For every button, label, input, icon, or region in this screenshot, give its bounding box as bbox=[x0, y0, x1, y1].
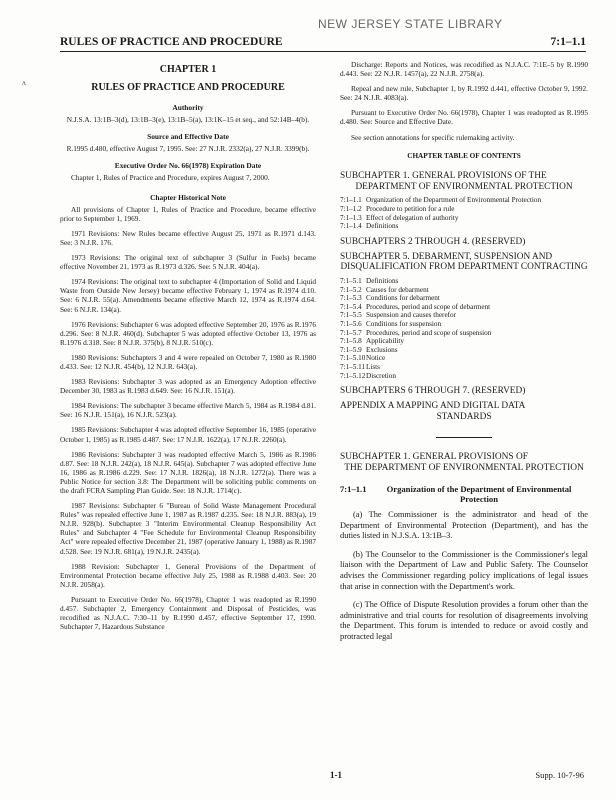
section-paragraph: (c) The Office of Dispute Resolution provides a forum other than the administrative and trial courts for resolution of disagreements involving the Department. This forum is intended to reduce or avoid costly and protracted legal bbox=[340, 600, 588, 641]
history-para: 1984 Revisions: The subchapter 3 became effective March 5, 1984 as R.1984 d.81. See: 16 N.J.R. 151(a), 16 N.J.R. 523(a). bbox=[60, 401, 316, 420]
toc-entry-number: 7:1–5.6 bbox=[340, 320, 362, 329]
toc-entry-title: Organization of the Department of Environmental Protection bbox=[366, 196, 542, 205]
history-para: 1986 Revisions: Subchapter 3 was readopted effective March 5, 1986 as R.1986 d.87. See: 18 N.J.R. 242(a), 18 N.J.R. 645(a). Subchapter 7 was adopted effective June 16, 1986 as R.1986 d.229. See: 17 N.J.R. 1826(a), 18 N.J.R. 1272(a). There was a Public Notice for section 3.8: The Department will be soliciting public comments on the draft FCRA Sampling Plan Guide. See: 18 N.J.R. 1714(c). bbox=[60, 449, 316, 495]
toc-entry-number: 7:1–5.12 bbox=[340, 371, 366, 380]
toc-subchapter-line: SUBCHAPTER 1. GENERAL PROVISIONS OF THE bbox=[340, 170, 547, 181]
history-para: 1987 Revisions: Subchapter 6 "Bureau of Solid Waste Management Procedural Rules" was repealed effective June 1, 1987 as R.1987 d.235. See: 18 N.J.R. 883(a), 19 N.J.R. 928(b). Subchapter 3 "Interim Environmental Cleanup Responsibility Act Rules" and Subchapter 4 "Fee Schedule for Environmental Cleanup Responsibility Act" were repealed effective December 21, 1987 (operative January 1, 1988) as R.1987 d.528. See: 19 N.J.R. 681(a), 19 N.J.R. 2435(a). bbox=[60, 501, 316, 556]
toc-entry-number: 7:1–5.3 bbox=[340, 294, 362, 303]
toc-entry[interactable] bbox=[340, 277, 588, 286]
toc-entry-title: Definitions bbox=[366, 277, 399, 286]
toc-entry[interactable] bbox=[340, 214, 588, 223]
toc-entry[interactable] bbox=[340, 363, 588, 372]
toc-entry-number: 7:1–5.9 bbox=[340, 345, 362, 354]
history-cont-para: See section annotations for specific rulemaking activity. bbox=[351, 132, 515, 142]
toc-entry-number: 7:1–5.10 bbox=[340, 354, 366, 363]
toc-group bbox=[340, 277, 588, 380]
running-head bbox=[60, 36, 586, 52]
section-number: 7:1–1.1 bbox=[340, 483, 367, 494]
toc-entry-number: 7:1–1.2 bbox=[340, 204, 362, 213]
eo-text: Chapter 1, Rules of Practice and Procedure, expires August 7, 2000. bbox=[71, 173, 270, 183]
history-para: 1971 Revisions: New Rules became effective August 25, 1971 as R.1971 d.143. See: 3 N.J.R. 176. bbox=[60, 228, 316, 247]
toc-subchapter-heading[interactable]: SUBCHAPTERS 6 THROUGH 7. (RESERVED) bbox=[340, 386, 526, 397]
section-paragraph: (b) The Counselor to the Commissioner is the Commissioner's legal liaison with the Department of Law and Public Safety. The Counselor advises the Commissioner regarding policy implications of legal issues that arise in connection with the Department's work. bbox=[340, 549, 588, 591]
toc-entry[interactable] bbox=[340, 346, 588, 355]
history-para: 1980 Revisions: Subchapters 3 and 4 were repealed on October 7, 1980 as R.1980 d.433. See: 12 N.J.R. 454(b), 12 N.J.R. 643(a). bbox=[60, 352, 316, 371]
eo-heading: Executive Order No. 66(1978) Expiration Date bbox=[114, 161, 262, 171]
toc-entry[interactable] bbox=[340, 329, 588, 338]
left-column bbox=[60, 60, 316, 637]
authority-text: N.J.S.A. 13:1B–3(d), 13:1B–3(e), 13:1B–5(a), 13:1K–15 et seq., and 52:14B–4(b). bbox=[66, 115, 310, 125]
toc-entry[interactable] bbox=[340, 286, 588, 295]
toc-entry-title: Effect of delegation of authority bbox=[366, 213, 459, 222]
history-cont-para: Discharge: Reports and Notices, was recodified as N.J.A.C. 7:1E–5 by R.1990 d.443. See: 22 N.J.R. 1457(a), 22 N.J.R. 2758(a). bbox=[340, 60, 588, 79]
toc-entry-number: 7:1–5.1 bbox=[340, 277, 362, 286]
right-column bbox=[340, 60, 588, 651]
toc-entry-number: 7:1–5.4 bbox=[340, 302, 362, 311]
toc-title: CHAPTER TABLE OF CONTENTS bbox=[407, 151, 521, 160]
toc-entry-title: Discretion bbox=[366, 371, 396, 380]
chapter-title: RULES OF PRACTICE AND PROCEDURE bbox=[91, 82, 285, 93]
history-heading: Chapter Historical Note bbox=[150, 192, 226, 202]
history-para: 1974 Revisions: The original text to subchapter 4 (Importation of Solid and Liquid Waste from Outside New Jersey) became effective February 1, 1974 as R.1974 d.10. See: 6 N.J.R. 55(a). Amendments became effective March 12, 1974 as R.1974 d.64. See: 6 N.J.R. 134(a). bbox=[60, 277, 316, 314]
toc-entry[interactable] bbox=[340, 372, 588, 381]
toc-entry-number: 7:1–5.2 bbox=[340, 285, 362, 294]
toc-entry[interactable] bbox=[340, 222, 588, 231]
toc-appendix-line: APPENDIX A MAPPING AND DIGITAL DATA bbox=[340, 401, 526, 412]
toc-entry-number: 7:1–5.8 bbox=[340, 337, 362, 346]
supplement-date: Supp. 10-7-96 bbox=[535, 770, 584, 780]
source-heading: Source and Effective Date bbox=[147, 132, 229, 142]
toc-entry-title: Suspension and causes therefor bbox=[366, 311, 457, 320]
source-text: R.1995 d.480, effective August 7, 1995. See: 27 N.J.R. 2332(a), 27 N.J.R. 3399(b). bbox=[66, 144, 310, 154]
toc-subchapter-heading[interactable]: SUBCHAPTERS 2 THROUGH 4. (RESERVED) bbox=[340, 236, 526, 247]
toc-appendix-heading[interactable] bbox=[340, 401, 588, 423]
toc-group bbox=[340, 196, 588, 230]
toc-entry-title: Conditions for suspension bbox=[366, 320, 442, 329]
subchapter-line: THE DEPARTMENT OF ENVIRONMENTAL PROTECTION bbox=[344, 462, 584, 473]
toc-entry[interactable] bbox=[340, 294, 588, 303]
toc-entry-title: Notice bbox=[366, 354, 386, 363]
toc-entry-title: Exclusions bbox=[366, 345, 398, 354]
history-cont-para: Repeal and new rule, Subchapter 1, by R.1992 d.441, effective October 9, 1992. See: 24 N.J.R. 4083(a). bbox=[340, 84, 588, 103]
toc-entry-number: 7:1–1.4 bbox=[340, 222, 362, 231]
section-heading bbox=[340, 484, 588, 504]
toc-entry-number: 7:1–5.7 bbox=[340, 328, 362, 337]
running-head-title: RULES OF PRACTICE AND PROCEDURE bbox=[60, 36, 283, 48]
toc-entry-title: Definitions bbox=[366, 222, 399, 231]
toc-entry-number: 7:1–5.5 bbox=[340, 311, 362, 320]
toc-entry[interactable] bbox=[340, 320, 588, 329]
toc-entry[interactable] bbox=[340, 196, 588, 205]
chapter-number: CHAPTER 1 bbox=[159, 64, 217, 75]
history-para: All provisions of Chapter 1, Rules of Practice and Procedure, became effective prior to September 1, 1969. bbox=[60, 204, 316, 223]
toc-subchapter-heading[interactable] bbox=[340, 171, 588, 193]
authority-heading: Authority bbox=[172, 103, 204, 112]
toc-entry[interactable] bbox=[340, 205, 588, 214]
toc-entry-title: Causes for debarment bbox=[366, 285, 429, 294]
toc-entry-title: Applicability bbox=[366, 337, 404, 346]
history-cont-para: Pursuant to Executive Order No. 66(1978), Chapter 1 was readopted as R.1995 d.480. See: Source and Effective Date. bbox=[340, 108, 588, 127]
toc-subchapter-line: DEPARTMENT OF ENVIRONMENTAL PROTECTION bbox=[355, 181, 573, 192]
history-para: 1973 Revisions: The original text of subchapter 3 (Sulfur in Fuels) became effective November 21, 1973 as R.1973 d.326. See: 5 N.J.R. 404(a). bbox=[60, 253, 316, 272]
library-stamp: NEW JERSEY STATE LIBRARY bbox=[318, 17, 503, 31]
subchapter-line: SUBCHAPTER 1. GENERAL PROVISIONS OF bbox=[340, 451, 528, 462]
toc-appendix-line: STANDARDS bbox=[436, 411, 492, 422]
toc-entry-number: 7:1–1.1 bbox=[340, 196, 362, 205]
section-paragraph: (a) The Commissioner is the administrator and head of the Department of Environmental Protection (Department), and has the duties listed in N.J.S.A. 13:1B–3. bbox=[340, 510, 588, 541]
toc-entry[interactable] bbox=[340, 337, 588, 346]
toc-entry-title: Procedures, period and scope of suspension bbox=[366, 328, 492, 337]
history-para: 1976 Revisions: Subchapter 6 was adopted effective September 20, 1976 as R.1976 d.296. See: 8 N.J.R. 460(d). Subchapter 5 was adopted effective October 13, 1976 as R.1976 d.318. See: 8 N.J.R. 375(b), 8 N.J.R. 510(c). bbox=[60, 319, 316, 347]
toc-entry-title: Lists bbox=[366, 363, 380, 372]
toc-subchapter-line: SUBCHAPTER 5. DEBARMENT, SUSPENSION AND bbox=[340, 251, 553, 262]
history-para: 1985 Revisions: Subchapter 4 was adopted effective September 16, 1985 (operative October 1, 1985) as R.1985 d.487. See: 17 N.J.R. 1622(a), 17 N.J.R. 2260(a). bbox=[60, 425, 316, 444]
toc-entry-number: 7:1–1.3 bbox=[340, 213, 362, 222]
history-para: 1988 Revision: Subchapter 1, General Provisions of the Department of Environmental Protection became effective July 25, 1988 as R.1988 d.403. See: 20 N.J.R. 2058(a). bbox=[60, 561, 316, 589]
margin-mark: ʌ bbox=[22, 78, 26, 87]
subchapter-heading bbox=[340, 452, 588, 474]
toc-entry[interactable] bbox=[340, 303, 588, 312]
running-head-section: 7:1–1.1 bbox=[550, 36, 586, 48]
history-para: 1983 Revisions: Subchapter 3 was adopted as an Emergency Adoption effective December 30, 1983 as R.1983 d.649. See: 16 N.J.R. 151(a). bbox=[60, 377, 316, 396]
toc-subchapter-heading[interactable] bbox=[340, 252, 588, 274]
toc-entry-number: 7:1–5.11 bbox=[340, 363, 366, 372]
toc-entry[interactable] bbox=[340, 354, 588, 363]
section-title: Organization of the Department of Environmental Protection bbox=[386, 483, 572, 504]
history-para: Pursuant to Executive Order No. 66(1978), Chapter 1 was readopted as R.1990 d.457. Subchapter 2, Emergency Containment and Disposal of Pesticides, was recodified as N.J.A.C. 7:30–11 by R.1990 d.457, effective September 17, 1990. Subchapter 7, Hazardous Substance bbox=[60, 594, 316, 632]
section-divider bbox=[436, 437, 492, 438]
toc-entry[interactable] bbox=[340, 311, 588, 320]
page-number: 1-1 bbox=[330, 770, 342, 780]
toc-entry-title: Procedures, period and scope of debarment bbox=[366, 302, 491, 311]
toc-entry-title: Conditions for debarment bbox=[366, 294, 440, 303]
toc-entry-title: Procedure to petition for a rule bbox=[366, 204, 455, 213]
toc-subchapter-line: DISQUALIFICATION FROM DEPARTMENT CONTRACTING bbox=[340, 262, 588, 273]
